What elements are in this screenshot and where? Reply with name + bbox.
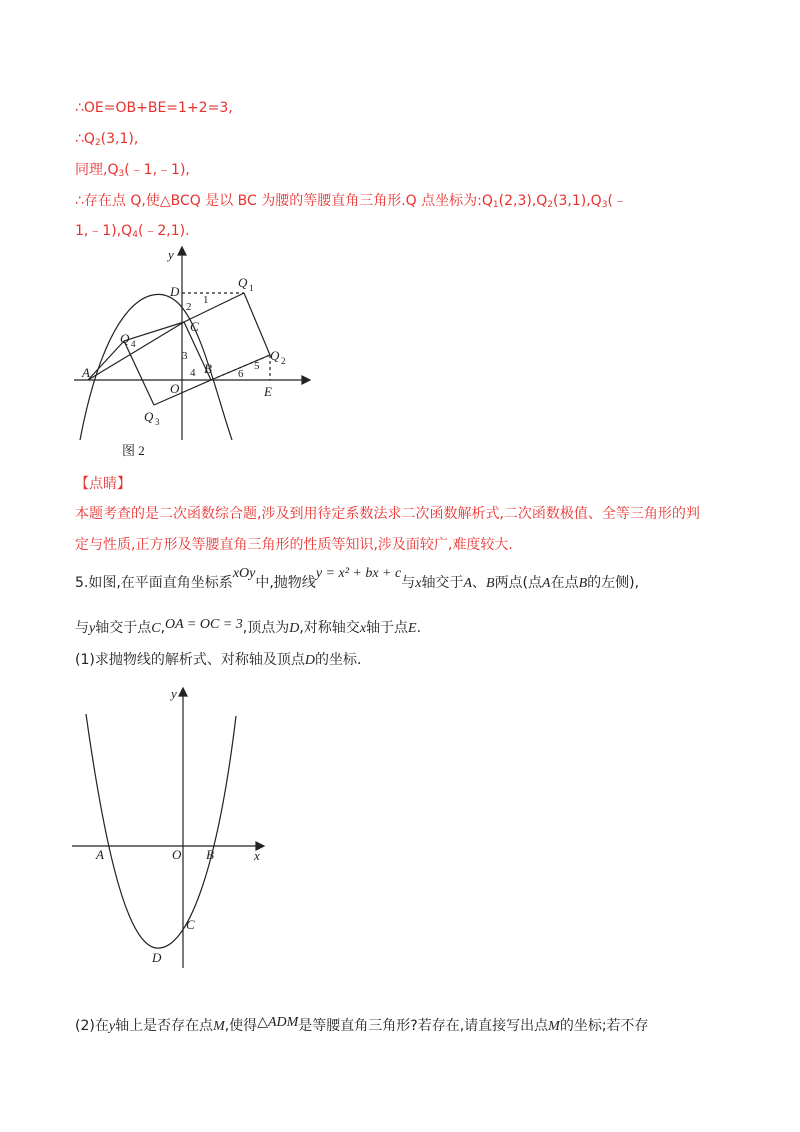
fig2-angle-2: 2: [186, 301, 192, 313]
fig2-label-Q3: Q: [144, 409, 154, 424]
fig2-label-E: E: [264, 384, 272, 399]
fig2-label-B: B: [204, 361, 212, 376]
solution-line-2: $\therefore Q_2(3,1)$,: [75, 131, 139, 148]
comment-line-1: 本题考查的是二次函数综合题,涉及到用待定系数法求二次函数解析式,二次函数极值、全等三角形的判: [75, 506, 700, 522]
fig2-line-Q4Q3: [124, 341, 154, 405]
fig2-angle-6: 6: [238, 368, 244, 380]
fig2-label-O: O: [170, 381, 180, 396]
problem5-question-2: (2)在y轴上是否存在点M,使得△ADM是等腰直角三角形?若存在,请直接写出点M的坐标;若不存: [75, 1015, 649, 1034]
fig2-line-AC: [88, 322, 184, 380]
fig5-label-D: D: [152, 950, 162, 965]
fig2-label-Q4: Q: [120, 331, 130, 346]
comment-heading: 【点睛】: [75, 476, 131, 492]
fig5-label-C: C: [186, 917, 195, 932]
fig2-line-CQ1: [184, 293, 244, 322]
fig5-label-A: A: [96, 847, 104, 862]
solution-line-4: ∴存在点 Q,使△BCQ 是以 BC 为腰的等腰直角三角形.Q 点坐标为$:Q_1(2,3),Q_2(3,1),Q_3(﹣$: [75, 193, 627, 210]
fig2-angle-1: 1: [203, 294, 209, 306]
fig2-line-AQ4: [88, 341, 124, 380]
figure-5: [68, 686, 298, 976]
fig2-label-A: A: [82, 365, 90, 380]
fig5-label-B: B: [206, 847, 214, 862]
comment-line-2: 定与性质,正方形及等腰直角三角形的性质等知识,涉及面较广,难度较大.: [75, 537, 513, 553]
fig2-label-y: y: [168, 247, 174, 262]
solution-line-1: ∴OE=OB+BE=1+2=3,: [75, 100, 233, 116]
fig2-label-Q4-sub: 4: [131, 339, 136, 349]
fig2-angle-5: 5: [254, 360, 260, 372]
solution-line-3: 同理$,Q_3(﹣1,﹣1)$,: [75, 162, 190, 179]
fig2-label-Q2-sub: 2: [281, 356, 286, 366]
solution-line-5: $1,﹣1),Q_4(﹣2,1)$.: [75, 223, 190, 240]
fig2-label-Q3-sub: 3: [155, 417, 160, 427]
fig5-label-O: O: [172, 847, 182, 862]
fig2-angle-3: 3: [182, 350, 188, 362]
fig2-angle-4: 4: [190, 367, 196, 379]
fig2-label-Q1-sub: 1: [249, 283, 254, 293]
fig2-label-Q2: Q: [270, 348, 280, 363]
fig2-label-Q1: Q: [238, 275, 248, 290]
fig2-x-arrow: [302, 376, 310, 384]
fig2-line-Q1Q2: [244, 293, 270, 355]
problem5-line-1: 5.如图,在平面直角坐标系xOy中,抛物线y = x² + bx + c与x轴交于A、B两点(点A在点B的左侧),: [75, 566, 640, 591]
problem5-question-1: (1)求抛物线的解析式、对称轴及顶点D的坐标.: [75, 652, 362, 668]
problem5-line-2: 与y轴交于点C,OA = OC = 3,顶点为D,对称轴交x轴于点E.: [75, 617, 422, 636]
fig5-label-y: y: [171, 686, 177, 701]
fig5-label-x: x: [254, 848, 260, 863]
fig2-label-D: D: [170, 284, 180, 299]
fig5-parabola: [86, 714, 236, 948]
figure-2: [66, 243, 326, 463]
fig2-y-arrow: [178, 247, 186, 255]
fig2-caption: 图 2: [122, 443, 145, 458]
fig5-y-arrow: [179, 688, 187, 696]
fig2-label-C: C: [190, 319, 199, 334]
